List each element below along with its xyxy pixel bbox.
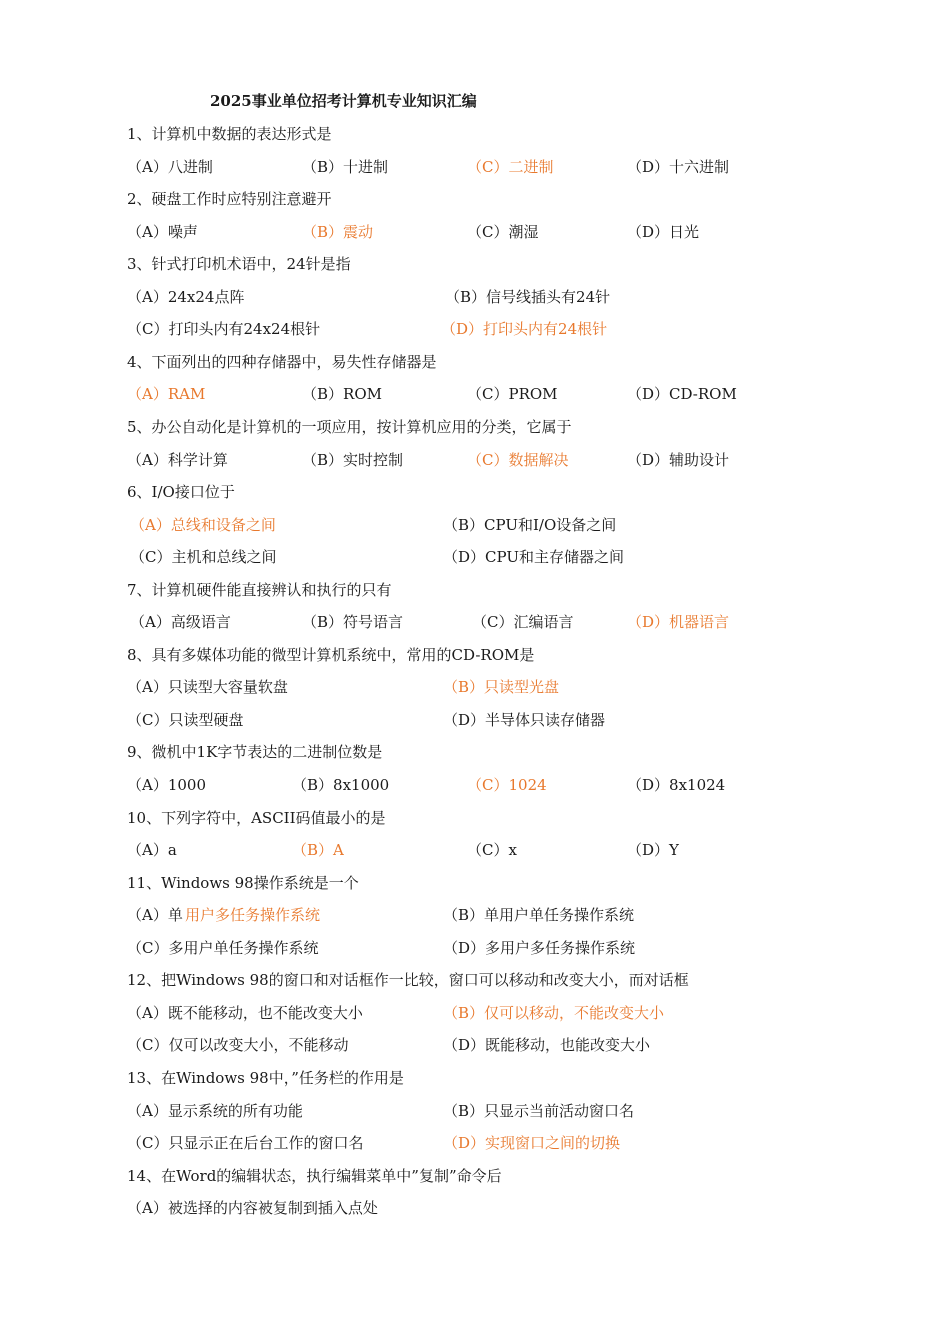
question-stem: 13、在Windows 98中，”任务栏的作用是 <box>127 1068 404 1087</box>
question-stem: 10、下列字符中，ASCII码值最小的是 <box>127 808 386 827</box>
option: （C）x <box>467 841 517 860</box>
question-stem: 7、计算机硬件能直接辨认和执行的只有 <box>127 580 392 599</box>
answer-option: （A）RAM <box>127 385 206 404</box>
answer-option: （C）二进制 <box>467 157 554 176</box>
document-title: 2025事业单位招考计算机专业知识汇编 <box>210 92 477 110</box>
option: （A）24x24点阵 <box>127 287 245 306</box>
question-stem: 8、具有多媒体功能的微型计算机系统中，常用的CD-ROM是 <box>127 645 535 664</box>
option: （B）单用户单任务操作系统 <box>443 906 635 925</box>
option: （D）十六进制 <box>627 157 730 176</box>
option: （A）只读型大容量软盘 <box>127 678 288 697</box>
question-stem: 14、在Word的编辑状态，执行编辑菜单中”复制”命令后 <box>127 1166 502 1185</box>
question-stem: 9、微机中1K字节表达的二进制位数是 <box>127 743 383 762</box>
option: （D）8x1024 <box>627 776 726 794</box>
option: （A）高级语言 <box>130 613 231 632</box>
option: （B）ROM <box>302 385 382 404</box>
question-stem: 1、计算机中数据的表达形式是 <box>127 125 332 143</box>
option: （D）半导体只读存储器 <box>443 710 606 729</box>
answer-option: （B）只读型光盘 <box>443 678 560 697</box>
option: （D）既能移动，也能改变大小 <box>443 1036 651 1055</box>
option: （B）符号语言 <box>302 613 404 632</box>
option: （A）单 <box>127 906 183 925</box>
option: （C）只显示正在后台工作的窗口名 <box>127 1134 364 1153</box>
question-stem: 11、Windows 98操作系统是一个 <box>127 873 359 892</box>
option: （B）实时控制 <box>302 450 404 469</box>
option: （B）CPU和I/O设备之间 <box>443 515 617 534</box>
option: （D）Y <box>627 841 679 860</box>
question-stem: 12、把Windows 98的窗口和对话框作一比较，窗口可以移动和改变大小，而对话框 <box>127 971 689 990</box>
option: （A）既不能移动，也不能改变大小 <box>127 1003 363 1022</box>
option: （A）被选择的内容被复制到插入点处 <box>127 1199 378 1218</box>
option: （D）辅助设计 <box>627 450 730 469</box>
answer-option: （C）1024 <box>467 776 547 794</box>
option: （D）日光 <box>627 222 700 241</box>
option: （C）打印头内有24x24根针 <box>127 320 321 339</box>
option: （B）只显示当前活动窗口名 <box>443 1101 635 1120</box>
answer-option: （B）A <box>292 841 344 860</box>
option: （A）显示系统的所有功能 <box>127 1101 303 1120</box>
option: （D）CD-ROM <box>627 385 737 404</box>
question-stem: 6、I/O接口位于 <box>127 483 235 502</box>
option: （C）仅可以改变大小，不能移动 <box>127 1036 349 1055</box>
answer-option: （D）打印头内有24根针 <box>441 320 608 339</box>
option: （C）PROM <box>467 385 558 404</box>
option: （D）多用户多任务操作系统 <box>443 938 636 957</box>
answer-option: （A）总线和设备之间 <box>130 515 276 534</box>
answer-option: （D）实现窗口之间的切换 <box>443 1134 621 1153</box>
answer-option: （B）仅可以移动，不能改变大小 <box>443 1003 665 1022</box>
option: （A）1000 <box>127 776 207 794</box>
option: （C）潮湿 <box>467 222 539 241</box>
option: （A）八进制 <box>127 157 213 176</box>
option: （B）信号线插头有24针 <box>445 287 611 306</box>
answer-option: （C）数据解决 <box>467 450 569 469</box>
option: （A）科学计算 <box>127 450 228 469</box>
option: （C）汇编语言 <box>472 613 574 632</box>
option: （C）只读型硬盘 <box>127 710 244 729</box>
option: （D）CPU和主存储器之间 <box>443 548 624 567</box>
question-stem: 5、办公自动化是计算机的一项应用，按计算机应用的分类，它属于 <box>127 417 572 436</box>
option: （C）主机和总线之间 <box>130 548 277 567</box>
option: （B）十进制 <box>302 157 389 176</box>
answer-option: 用户多任务操作系统 <box>185 906 321 925</box>
answer-option: （B）震动 <box>302 222 374 241</box>
question-stem: 3、针式打印机术语中，24针是指 <box>127 255 351 274</box>
option: （A）a <box>127 841 177 860</box>
answer-option: （D）机器语言 <box>627 613 730 632</box>
option: （B）8x1000 <box>292 776 390 794</box>
question-stem: 2、硬盘工作时应特别注意避开 <box>127 190 332 209</box>
option: （A）噪声 <box>127 222 198 241</box>
question-stem: 4、下面列出的四种存储器中，易失性存储器是 <box>127 352 437 371</box>
option: （C）多用户单任务操作系统 <box>127 938 319 957</box>
